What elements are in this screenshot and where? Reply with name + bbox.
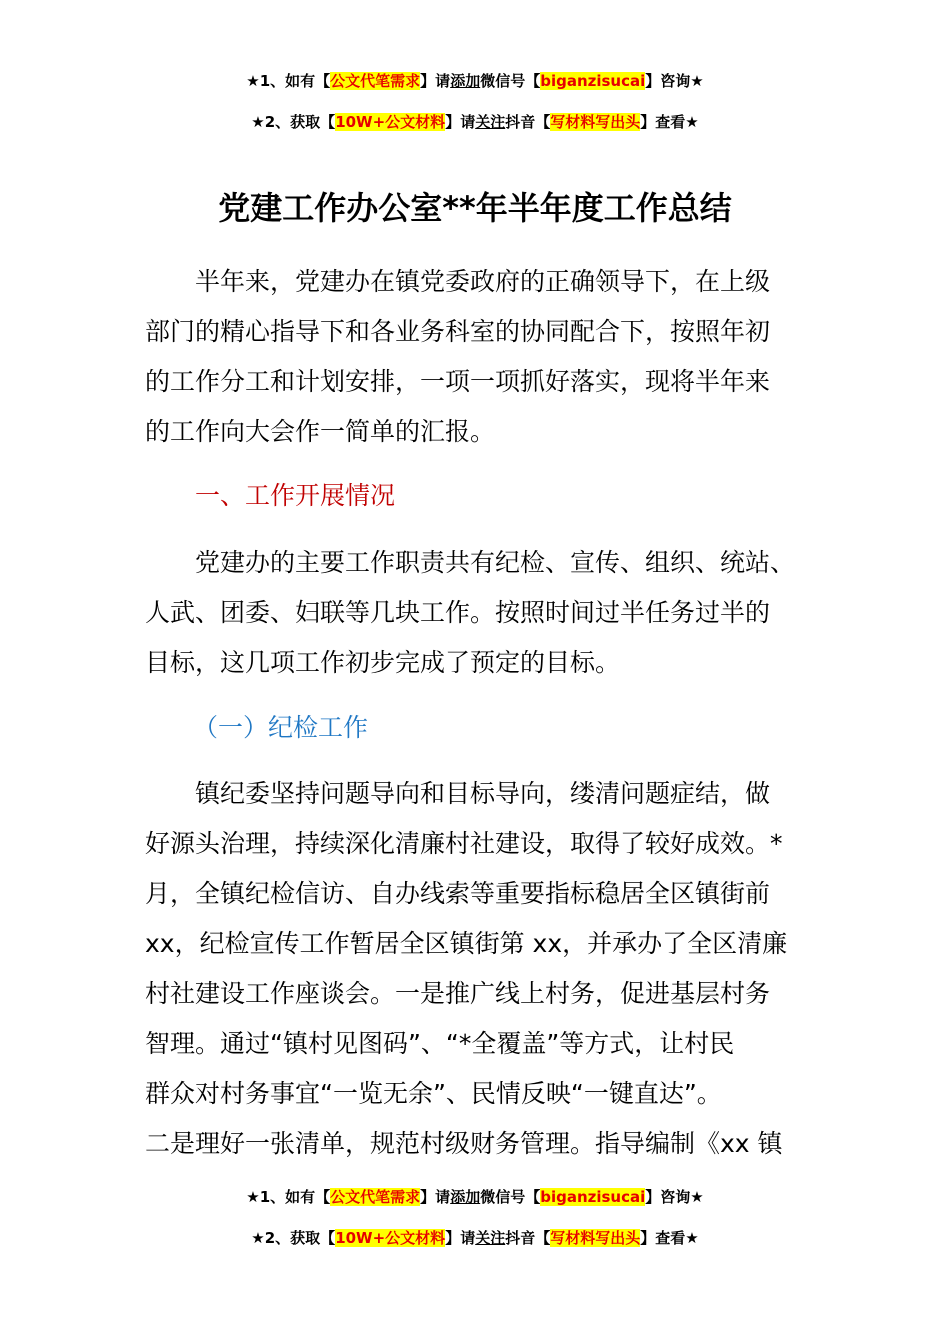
banner-text: 】请	[445, 1229, 476, 1247]
banner-text: 抖音【	[505, 113, 551, 131]
banner-text: 】咨询★	[645, 1188, 704, 1206]
banner-text: 】查看★	[640, 1229, 699, 1247]
banner-text: ★2、获取【	[251, 113, 336, 131]
highlighted-text: biganzisucai	[540, 72, 646, 90]
text-line: 党建办的主要工作职责共有纪检、宣传、组织、统站、	[145, 548, 796, 577]
highlighted-text: 公文代笔需求	[330, 72, 421, 90]
banner-text: 抖音【	[505, 1229, 551, 1247]
banner-line-2	[0, 1227, 950, 1249]
banner-text: ★1、如有【	[246, 72, 331, 90]
underlined-text: 关注	[475, 113, 506, 131]
text-line: 半年来，党建办在镇党委政府的正确领导下，在上级	[145, 267, 771, 296]
highlighted-text: 10W+公文材料	[335, 1229, 446, 1247]
banner-line-2	[0, 111, 950, 133]
document-title: 党建工作办公室**年半年度工作总结	[218, 189, 732, 227]
banner-text: 】请	[420, 72, 451, 90]
banner-text: 微信号【	[480, 72, 541, 90]
underlined-text: 添加	[450, 1188, 481, 1206]
text-line: 月，全镇纪检信访、自办线索等重要指标稳居全区镇街前	[145, 879, 771, 908]
banner-text: 】请	[445, 113, 476, 131]
text-line: 的工作分工和计划安排，一项一项抓好落实，现将半年来	[145, 367, 771, 396]
highlighted-text: biganzisucai	[540, 1188, 646, 1206]
banner-line-1	[0, 70, 950, 92]
banner-text: 】查看★	[640, 113, 699, 131]
banner-text: 微信号【	[480, 1188, 541, 1206]
text-line: 部门的精心指导下和各业务科室的协同配合下，按照年初	[145, 317, 771, 346]
highlighted-text: 写材料写出头	[550, 113, 641, 131]
text-line: 镇纪委坚持问题导向和目标导向，缕清问题症结，做	[145, 779, 771, 808]
section-heading: 一、工作开展情况	[195, 481, 396, 510]
banner-text: 】请	[420, 1188, 451, 1206]
banner-line-1	[0, 1186, 950, 1208]
underlined-text: 关注	[475, 1229, 506, 1247]
highlighted-text: 写材料写出头	[550, 1229, 641, 1247]
text-line: 村社建设工作座谈会。一是推广线上村务，促进基层村务	[145, 979, 771, 1008]
text-line: 群众对村务事宜“一览无余”、民情反映“一键直达”。	[145, 1079, 722, 1108]
text-line: 目标，这几项工作初步完成了预定的目标。	[145, 648, 621, 677]
banner-text: ★2、获取【	[251, 1229, 336, 1247]
underlined-text: 添加	[450, 72, 481, 90]
subsection-heading: （一）纪检工作	[193, 713, 369, 742]
text-line: 的工作向大会作一简单的汇报。	[145, 417, 496, 446]
text-line: 人武、团委、妇联等几块工作。按照时间过半任务过半的	[145, 598, 771, 627]
highlighted-text: 10W+公文材料	[335, 113, 446, 131]
text-line: xx，纪检宣传工作暂居全区镇街第 xx，并承办了全区清廉	[145, 929, 788, 958]
highlighted-text: 公文代笔需求	[330, 1188, 421, 1206]
text-line: 智理。通过“镇村见图码”、“*全覆盖”等方式，让村民	[145, 1029, 735, 1058]
text-line: 好源头治理，持续深化清廉村社建设，取得了较好成效。*	[145, 829, 783, 858]
banner-text: 】咨询★	[645, 72, 704, 90]
text-line: 二是理好一张清单，规范村级财务管理。指导编制《xx 镇	[145, 1129, 783, 1158]
banner-text: ★1、如有【	[246, 1188, 331, 1206]
